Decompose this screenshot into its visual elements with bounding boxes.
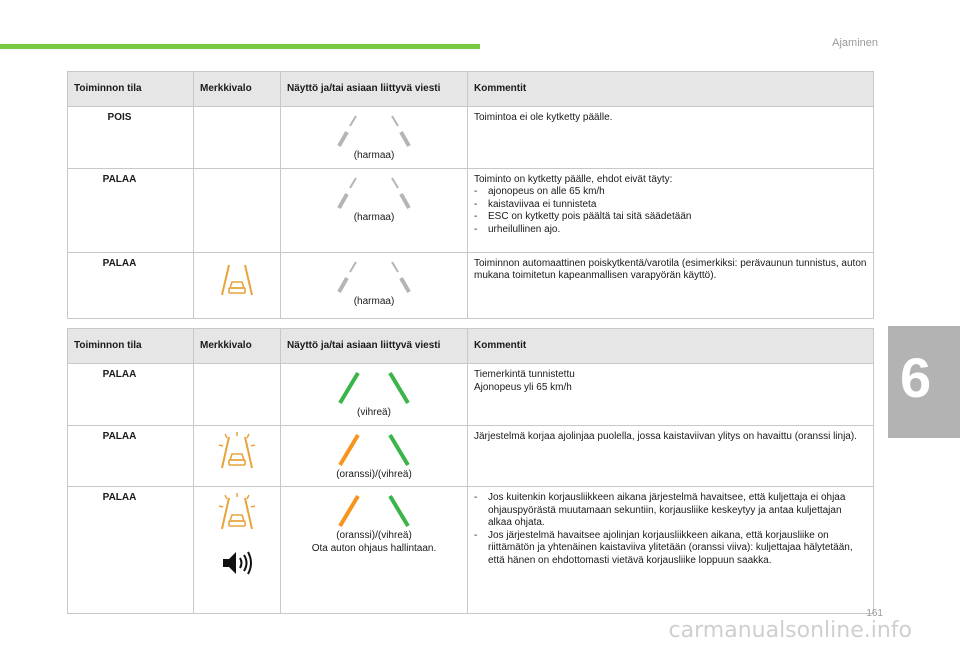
state-cell: PALAA — [68, 425, 194, 487]
state-cell: PALAA — [68, 364, 194, 426]
column-header: Kommentit — [468, 72, 874, 107]
table-row — [68, 425, 874, 487]
display-cell — [281, 252, 468, 318]
display-caption: (oranssi)/(vihreä) — [336, 468, 412, 480]
list-item: - kaistaviivaa ei tunnisteta — [474, 198, 597, 210]
display-caption: (harmaa) — [353, 150, 395, 161]
indicator-cell — [194, 487, 281, 614]
table-row — [68, 168, 874, 252]
comment-text: Toiminto on kytketty päälle, ehdot eivät täyty: — [474, 173, 673, 185]
table-row — [68, 107, 874, 169]
lane-lines-grey-icon — [334, 114, 414, 148]
indicator-cell — [194, 364, 281, 426]
state-cell: POIS — [68, 107, 194, 169]
display-cell — [281, 107, 468, 169]
comment-cell — [468, 425, 874, 487]
comment-text: Tiemerkintä tunnistettu — [474, 369, 575, 380]
display-caption: (vihreä) — [357, 407, 391, 418]
display-caption: (oranssi)/(vihreä) — [336, 530, 412, 541]
display-cell — [281, 487, 468, 614]
table-header-row — [68, 329, 874, 364]
column-header: Toiminnon tila — [68, 72, 194, 107]
indicator-cell — [194, 252, 281, 318]
list-item: - ajonopeus on alle 65 km/h — [474, 186, 605, 197]
list-item: - Jos kuitenkin korjausliikkeen aikana järjestelmä havaitsee, että kuljettaja ei ohjaa ohjauspyörästä muutamaan sekuntiin, korjausliike keskeytyy ja antaa kuljettajan alkaa ohjata. — [474, 492, 846, 528]
display-cell — [281, 425, 468, 487]
display-cell — [281, 364, 468, 426]
column-header: Kommentit — [468, 329, 874, 364]
list-item: - urheilullinen ajo. — [474, 223, 561, 235]
list-item: - ESC on kytketty pois päältä tai sitä säädetään — [474, 211, 692, 222]
table-header-row — [68, 72, 874, 107]
comment-text: Toiminnon automaattinen poiskytkentä/varotila (esimerkiksi: perävaunun tunnistus, auton mukana toimitetun kapeanmallisen varapyörän käyttö). — [474, 257, 867, 281]
comment-text: Toimintoa ei ole kytketty päälle. — [474, 112, 613, 123]
lane-warning-icon — [218, 262, 256, 298]
indicator-cell — [194, 425, 281, 487]
indicator-cell — [194, 168, 281, 252]
lane-active-warning-icon — [217, 431, 257, 471]
driver-alert-message: Ota auton ohjaus hallintaan. — [311, 542, 437, 554]
indicator-cell — [194, 107, 281, 169]
status-table-active — [67, 328, 874, 614]
column-header: Merkkivalo — [194, 72, 281, 107]
display-caption: (harmaa) — [353, 295, 395, 307]
lane-lines-grey-icon — [334, 176, 414, 210]
lane-lines-green-icon — [334, 371, 414, 405]
condition-list — [474, 186, 867, 236]
column-header: Toiminnon tila — [68, 329, 194, 364]
display-caption: (harmaa) — [353, 211, 395, 223]
column-header: Näyttö ja/tai asiaan liittyvä viesti — [281, 329, 468, 364]
comment-cell — [468, 364, 874, 426]
column-header: Merkkivalo — [194, 329, 281, 364]
speaker-icon — [220, 548, 254, 578]
lane-active-warning-icon — [217, 492, 257, 532]
column-header: Näyttö ja/tai asiaan liittyvä viesti — [281, 72, 468, 107]
lane-lines-orange-green-icon — [334, 494, 414, 528]
comment-list — [474, 492, 867, 567]
section-title: Ajaminen — [832, 37, 878, 49]
state-cell: PALAA — [68, 168, 194, 252]
comment-cell — [468, 487, 874, 614]
state-cell: PALAA — [68, 487, 194, 614]
lane-lines-orange-green-icon — [334, 433, 414, 467]
comment-cell — [468, 107, 874, 169]
accent-bar — [0, 44, 480, 49]
table-row — [68, 364, 874, 426]
status-table-grey — [67, 71, 874, 319]
comment-text: Järjestelmä korjaa ajolinjaa puolella, jossa kaistaviivan ylitys on havaittu (oranssi linja). — [474, 430, 857, 442]
table-row — [68, 252, 874, 318]
display-cell — [281, 168, 468, 252]
state-cell: PALAA — [68, 252, 194, 318]
table-row — [68, 487, 874, 614]
comment-cell — [468, 168, 874, 252]
page-number: 161 — [866, 608, 883, 619]
comment-text: Ajonopeus yli 65 km/h — [474, 381, 572, 393]
comment-cell — [468, 252, 874, 318]
watermark-text: carmanualsonline.info — [668, 618, 912, 643]
chapter-number: 6 — [900, 346, 932, 409]
lane-lines-grey-icon — [334, 260, 414, 294]
list-item: - Jos järjestelmä havaitsee ajolinjan korjausliikkeen aikana, että korjausliike on riittämätön ja yhtenäinen kaistaviiva ylitetään (oranssi viiva): kuljettajaa hälytetään, että hänen on ehdottomasti vietävä korjausliike loppuun saakka. — [474, 529, 853, 566]
